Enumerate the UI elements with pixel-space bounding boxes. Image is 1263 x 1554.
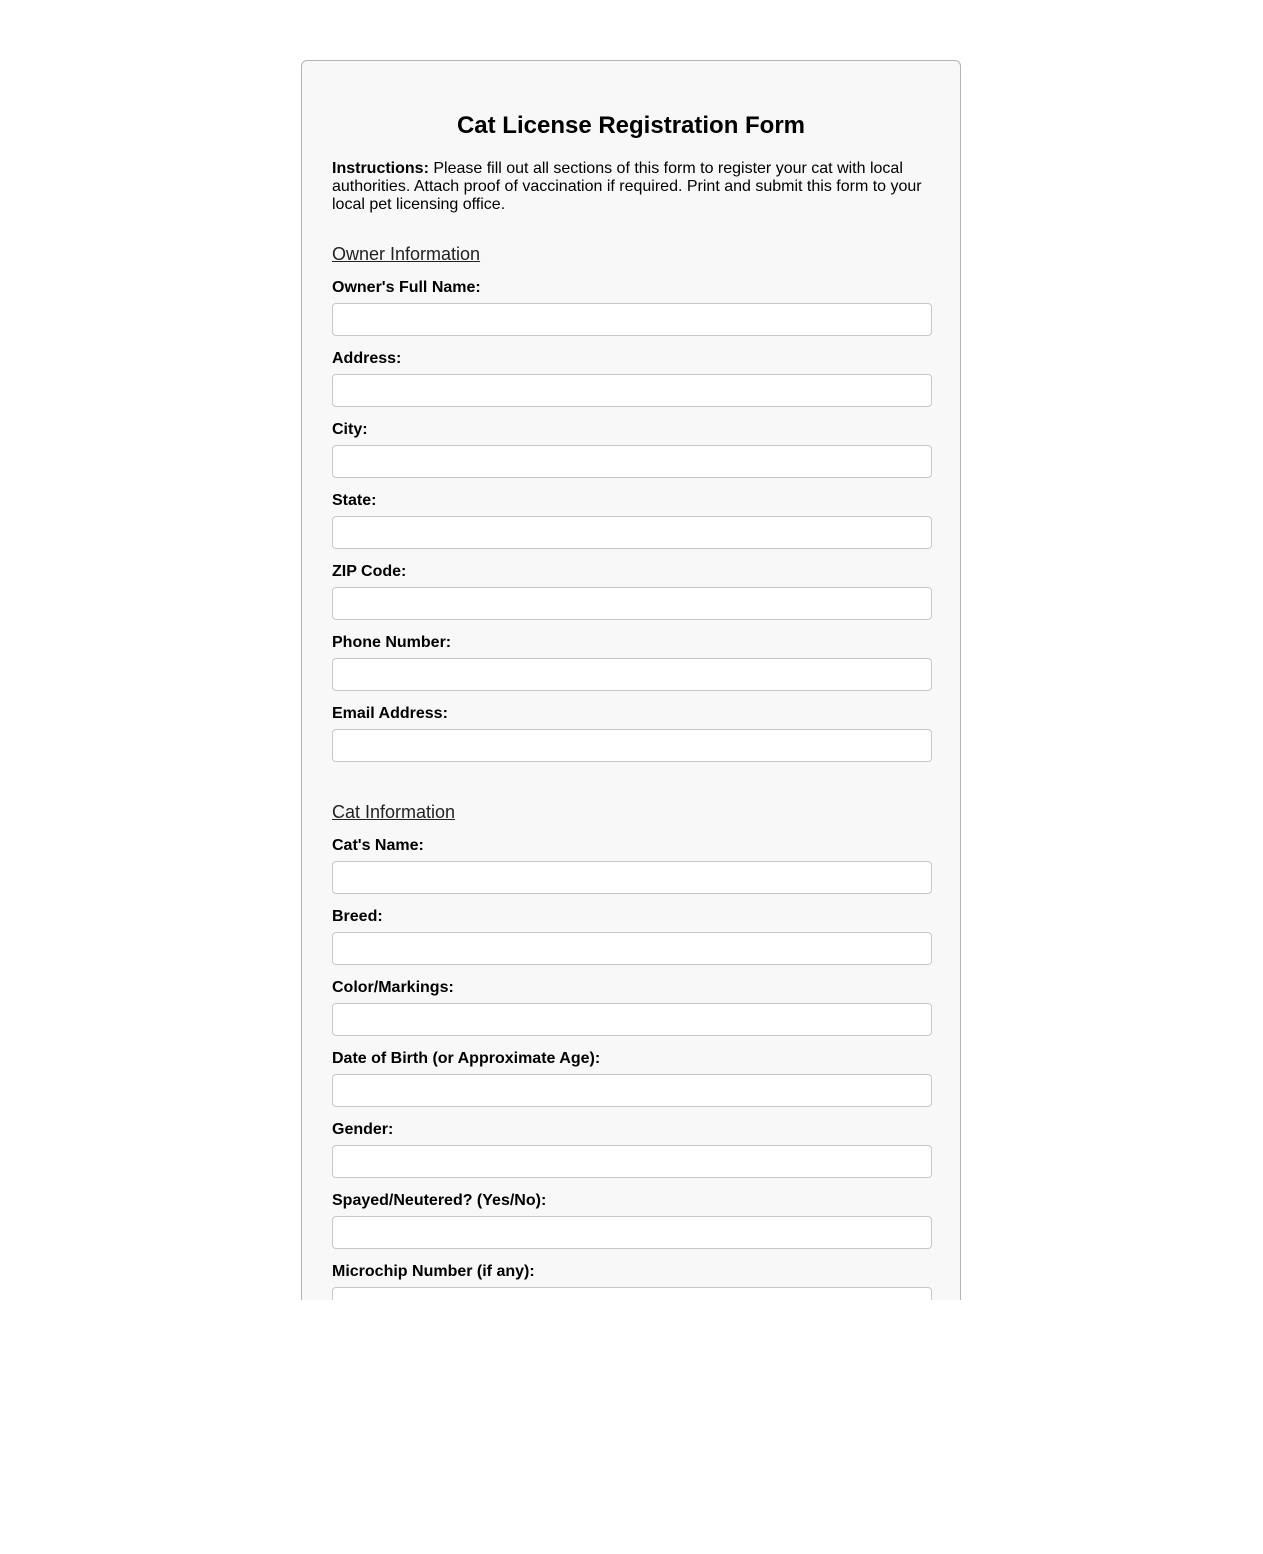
color-input[interactable] xyxy=(332,1003,932,1036)
breed-input[interactable] xyxy=(332,932,932,965)
field-label: Color/Markings: xyxy=(332,979,454,996)
instructions-label: Instructions: xyxy=(332,160,429,177)
field-city xyxy=(332,420,930,478)
instructions-text: Please fill out all sections of this form to register your cat with local authorities. Attach proof of vaccination if required. Print and submit this form to your local pet licensing office. xyxy=(332,160,922,213)
gender-input[interactable] xyxy=(332,1145,932,1178)
city-input[interactable] xyxy=(332,445,932,478)
email-input[interactable] xyxy=(332,729,932,762)
field-label: Address: xyxy=(332,350,402,367)
microchip-input[interactable] xyxy=(332,1287,932,1300)
field-email xyxy=(332,704,930,762)
field-label: ZIP Code: xyxy=(332,563,407,580)
field-label: Breed: xyxy=(332,908,383,925)
field-dob xyxy=(332,1049,930,1107)
field-address xyxy=(332,349,930,407)
field-label: Owner's Full Name: xyxy=(332,279,481,296)
field-label: Gender: xyxy=(332,1121,394,1138)
field-label: Cat's Name: xyxy=(332,837,424,854)
field-phone xyxy=(332,633,930,691)
field-color xyxy=(332,978,930,1036)
field-zip xyxy=(332,562,930,620)
page-title: Cat License Registration Form xyxy=(456,112,806,139)
field-breed xyxy=(332,907,930,965)
spayed-input[interactable] xyxy=(332,1216,932,1249)
phone-input[interactable] xyxy=(332,658,932,691)
field-label: Phone Number: xyxy=(332,634,452,651)
field-label: Spayed/Neutered? (Yes/No): xyxy=(332,1192,547,1209)
field-microchip xyxy=(332,1262,930,1300)
field-spayed xyxy=(332,1191,930,1249)
instructions xyxy=(332,160,930,214)
owner-name-input[interactable] xyxy=(332,303,932,336)
dob-input[interactable] xyxy=(332,1074,932,1107)
cat-name-input[interactable] xyxy=(332,861,932,894)
section-heading-cat: Cat Information xyxy=(332,802,456,822)
field-cat-name xyxy=(332,836,930,894)
field-owner-name xyxy=(332,278,930,336)
field-label: State: xyxy=(332,492,377,509)
field-label: Microchip Number (if any): xyxy=(332,1263,535,1280)
address-input[interactable] xyxy=(332,374,932,407)
field-label: City: xyxy=(332,421,368,438)
field-gender xyxy=(332,1120,930,1178)
zip-input[interactable] xyxy=(332,587,932,620)
field-label: Date of Birth (or Approximate Age): xyxy=(332,1050,601,1067)
field-label: Email Address: xyxy=(332,705,448,722)
state-input[interactable] xyxy=(332,516,932,549)
form-card xyxy=(301,60,961,1300)
field-state xyxy=(332,491,930,549)
section-heading-owner: Owner Information xyxy=(332,244,481,264)
